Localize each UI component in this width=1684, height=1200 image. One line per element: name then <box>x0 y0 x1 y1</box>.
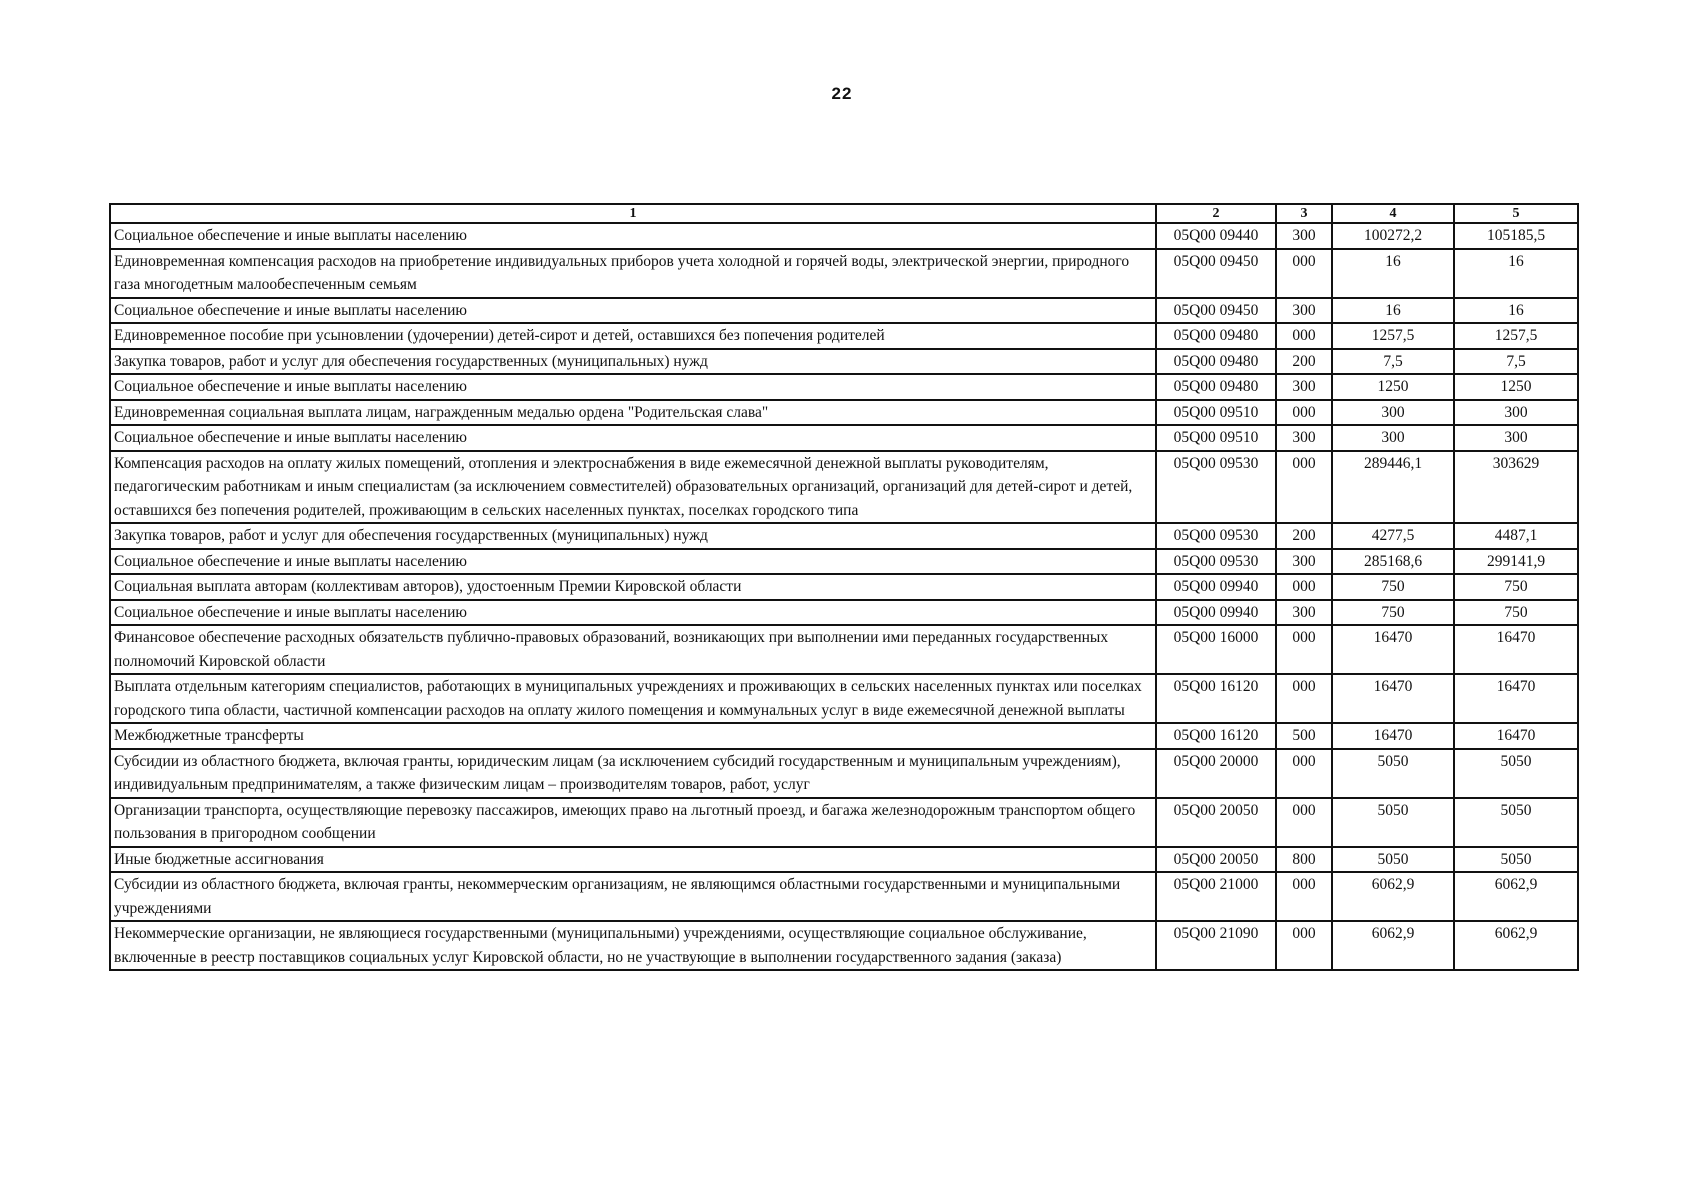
row-name-cell: Единовременная компенсация расходов на приобретение индивидуальных приборов учета холодной и горячей воды, электрической энергии, природного газа многодетным малообеспеченным семьям <box>110 249 1156 298</box>
table-row <box>110 723 1578 749</box>
row-amount-col5-cell: 7,5 <box>1454 349 1578 375</box>
row-name-cell: Субсидии из областного бюджета, включая гранты, некоммерческим организациям, не являющимся областными государственными и муниципальными учреждениями <box>110 872 1156 921</box>
row-expense-type-cell: 800 <box>1276 847 1332 873</box>
row-amount-col5-cell: 750 <box>1454 574 1578 600</box>
row-amount-col4-cell: 16 <box>1332 249 1454 298</box>
row-code-cell: 05Q00 09940 <box>1156 600 1276 626</box>
budget-table-body <box>110 204 1578 970</box>
row-code-cell: 05Q00 09480 <box>1156 323 1276 349</box>
row-name-cell: Иные бюджетные ассигнования <box>110 847 1156 873</box>
row-amount-col4-cell: 1250 <box>1332 374 1454 400</box>
row-amount-col5-cell: 16 <box>1454 298 1578 324</box>
row-expense-type-cell: 000 <box>1276 574 1332 600</box>
budget-table <box>109 203 1579 971</box>
row-amount-col5-cell: 300 <box>1454 425 1578 451</box>
table-row <box>110 425 1578 451</box>
table-row <box>110 625 1578 674</box>
row-amount-col4-cell: 1257,5 <box>1332 323 1454 349</box>
row-expense-type-cell: 300 <box>1276 374 1332 400</box>
row-name-cell: Социальная выплата авторам (коллективам авторов), удостоенным Премии Кировской области <box>110 574 1156 600</box>
row-expense-type-cell: 000 <box>1276 323 1332 349</box>
row-code-cell: 05Q00 20050 <box>1156 847 1276 873</box>
row-code-cell: 05Q00 09510 <box>1156 425 1276 451</box>
table-row <box>110 451 1578 524</box>
row-code-cell: 05Q00 21090 <box>1156 921 1276 970</box>
table-row <box>110 523 1578 549</box>
page-number: 22 <box>831 84 853 103</box>
row-name-cell: Социальное обеспечение и иные выплаты населению <box>110 600 1156 626</box>
row-name-cell: Социальное обеспечение и иные выплаты населению <box>110 298 1156 324</box>
table-row <box>110 349 1578 375</box>
row-amount-col4-cell: 5050 <box>1332 847 1454 873</box>
row-expense-type-cell: 000 <box>1276 872 1332 921</box>
row-name-cell: Некоммерческие организации, не являющиеся государственными (муниципальными) учреждениями, осуществляющие социальное обслуживание, включенные в реестр поставщиков социальных услуг Кировской области, но не участвующие в выполнении государственного задания (заказа) <box>110 921 1156 970</box>
table-row <box>110 921 1578 970</box>
row-code-cell: 05Q00 09510 <box>1156 400 1276 426</box>
row-amount-col4-cell: 300 <box>1332 400 1454 426</box>
table-row <box>110 798 1578 847</box>
row-name-cell: Закупка товаров, работ и услуг для обеспечения государственных (муниципальных) нужд <box>110 523 1156 549</box>
row-expense-type-cell: 300 <box>1276 298 1332 324</box>
row-amount-col5-cell: 16470 <box>1454 674 1578 723</box>
row-name-cell: Межбюджетные трансферты <box>110 723 1156 749</box>
column-header-2: 2 <box>1156 204 1276 223</box>
row-name-cell: Компенсация расходов на оплату жилых помещений, отопления и электроснабжения в виде ежемесячной денежной выплаты руководителям, педагогическим работникам и иным специалистам (за исключением совместителей) образовательных организаций, организаций для детей-сирот и детей, оставшихся без попечения родителей, проживающим в сельских населенных пунктах, поселках городского типа <box>110 451 1156 524</box>
row-expense-type-cell: 300 <box>1276 600 1332 626</box>
row-amount-col4-cell: 16470 <box>1332 723 1454 749</box>
row-code-cell: 05Q00 20000 <box>1156 749 1276 798</box>
column-header-3: 3 <box>1276 204 1332 223</box>
table-row <box>110 249 1578 298</box>
row-name-cell: Социальное обеспечение и иные выплаты населению <box>110 425 1156 451</box>
row-expense-type-cell: 000 <box>1276 798 1332 847</box>
row-code-cell: 05Q00 16120 <box>1156 723 1276 749</box>
row-amount-col5-cell: 1257,5 <box>1454 323 1578 349</box>
table-row <box>110 400 1578 426</box>
table-row <box>110 847 1578 873</box>
row-amount-col4-cell: 4277,5 <box>1332 523 1454 549</box>
row-name-cell: Социальное обеспечение и иные выплаты населению <box>110 549 1156 575</box>
table-row <box>110 323 1578 349</box>
row-expense-type-cell: 000 <box>1276 921 1332 970</box>
row-amount-col5-cell: 6062,9 <box>1454 872 1578 921</box>
column-header-4: 4 <box>1332 204 1454 223</box>
column-header-1: 1 <box>110 204 1156 223</box>
row-name-cell: Выплата отдельным категориям специалистов, работающих в муниципальных учреждениях и проживающих в сельских населенных пунктах или поселках городского типа области, частичной компенсации расходов на оплату жилого помещения и коммунальных услуг в виде ежемесячной денежной выплаты <box>110 674 1156 723</box>
row-name-cell: Субсидии из областного бюджета, включая гранты, юридическим лицам (за исключением субсидий государственным и муниципальным учреждениям), индивидуальным предпринимателям, а также физическим лицам – производителям товаров, работ, услуг <box>110 749 1156 798</box>
row-amount-col4-cell: 16 <box>1332 298 1454 324</box>
row-code-cell: 05Q00 16000 <box>1156 625 1276 674</box>
row-name-cell: Социальное обеспечение и иные выплаты населению <box>110 223 1156 249</box>
row-name-cell: Организации транспорта, осуществляющие перевозку пассажиров, имеющих право на льготный проезд, и багажа железнодорожным транспортом общего пользования в пригородном сообщении <box>110 798 1156 847</box>
row-amount-col4-cell: 100272,2 <box>1332 223 1454 249</box>
row-amount-col4-cell: 5050 <box>1332 798 1454 847</box>
row-amount-col5-cell: 105185,5 <box>1454 223 1578 249</box>
row-amount-col5-cell: 16470 <box>1454 625 1578 674</box>
row-name-cell: Финансовое обеспечение расходных обязательств публично-правовых образований, возникающих при выполнении ими переданных государственных полномочий Кировской области <box>110 625 1156 674</box>
row-amount-col4-cell: 7,5 <box>1332 349 1454 375</box>
row-amount-col4-cell: 16470 <box>1332 625 1454 674</box>
row-expense-type-cell: 300 <box>1276 549 1332 575</box>
row-expense-type-cell: 200 <box>1276 349 1332 375</box>
row-expense-type-cell: 000 <box>1276 451 1332 524</box>
row-amount-col5-cell: 5050 <box>1454 749 1578 798</box>
row-amount-col4-cell: 16470 <box>1332 674 1454 723</box>
row-amount-col4-cell: 300 <box>1332 425 1454 451</box>
row-amount-col5-cell: 4487,1 <box>1454 523 1578 549</box>
table-row <box>110 549 1578 575</box>
row-expense-type-cell: 000 <box>1276 674 1332 723</box>
row-amount-col4-cell: 6062,9 <box>1332 921 1454 970</box>
row-code-cell: 05Q00 09480 <box>1156 374 1276 400</box>
row-amount-col4-cell: 285168,6 <box>1332 549 1454 575</box>
row-name-cell: Социальное обеспечение и иные выплаты населению <box>110 374 1156 400</box>
row-amount-col5-cell: 1250 <box>1454 374 1578 400</box>
table-row <box>110 674 1578 723</box>
row-expense-type-cell: 000 <box>1276 400 1332 426</box>
row-code-cell: 05Q00 09450 <box>1156 249 1276 298</box>
row-amount-col5-cell: 5050 <box>1454 847 1578 873</box>
row-amount-col5-cell: 300 <box>1454 400 1578 426</box>
row-amount-col5-cell: 750 <box>1454 600 1578 626</box>
row-amount-col4-cell: 750 <box>1332 600 1454 626</box>
row-amount-col4-cell: 750 <box>1332 574 1454 600</box>
row-code-cell: 05Q00 09440 <box>1156 223 1276 249</box>
row-code-cell: 05Q00 16120 <box>1156 674 1276 723</box>
table-row <box>110 374 1578 400</box>
row-name-cell: Закупка товаров, работ и услуг для обеспечения государственных (муниципальных) нужд <box>110 349 1156 375</box>
table-row <box>110 298 1578 324</box>
row-expense-type-cell: 300 <box>1276 223 1332 249</box>
row-amount-col4-cell: 5050 <box>1332 749 1454 798</box>
row-code-cell: 05Q00 09480 <box>1156 349 1276 375</box>
row-expense-type-cell: 500 <box>1276 723 1332 749</box>
row-amount-col5-cell: 6062,9 <box>1454 921 1578 970</box>
row-expense-type-cell: 200 <box>1276 523 1332 549</box>
row-code-cell: 05Q00 09450 <box>1156 298 1276 324</box>
table-row <box>110 600 1578 626</box>
row-code-cell: 05Q00 21000 <box>1156 872 1276 921</box>
row-expense-type-cell: 000 <box>1276 249 1332 298</box>
row-code-cell: 05Q00 09530 <box>1156 451 1276 524</box>
row-amount-col5-cell: 5050 <box>1454 798 1578 847</box>
table-row <box>110 872 1578 921</box>
row-code-cell: 05Q00 09530 <box>1156 549 1276 575</box>
row-amount-col4-cell: 6062,9 <box>1332 872 1454 921</box>
table-row <box>110 574 1578 600</box>
table-row <box>110 223 1578 249</box>
row-amount-col5-cell: 303629 <box>1454 451 1578 524</box>
table-header-row <box>110 204 1578 223</box>
row-amount-col5-cell: 16470 <box>1454 723 1578 749</box>
row-amount-col5-cell: 299141,9 <box>1454 549 1578 575</box>
row-expense-type-cell: 000 <box>1276 625 1332 674</box>
row-name-cell: Единовременная социальная выплата лицам, награжденным медалью ордена "Родительская слава" <box>110 400 1156 426</box>
row-amount-col4-cell: 289446,1 <box>1332 451 1454 524</box>
row-expense-type-cell: 000 <box>1276 749 1332 798</box>
table-row <box>110 749 1578 798</box>
row-code-cell: 05Q00 09940 <box>1156 574 1276 600</box>
row-expense-type-cell: 300 <box>1276 425 1332 451</box>
row-code-cell: 05Q00 09530 <box>1156 523 1276 549</box>
column-header-5: 5 <box>1454 204 1578 223</box>
row-amount-col5-cell: 16 <box>1454 249 1578 298</box>
row-name-cell: Единовременное пособие при усыновлении (удочерении) детей-сирот и детей, оставшихся без попечения родителей <box>110 323 1156 349</box>
row-code-cell: 05Q00 20050 <box>1156 798 1276 847</box>
